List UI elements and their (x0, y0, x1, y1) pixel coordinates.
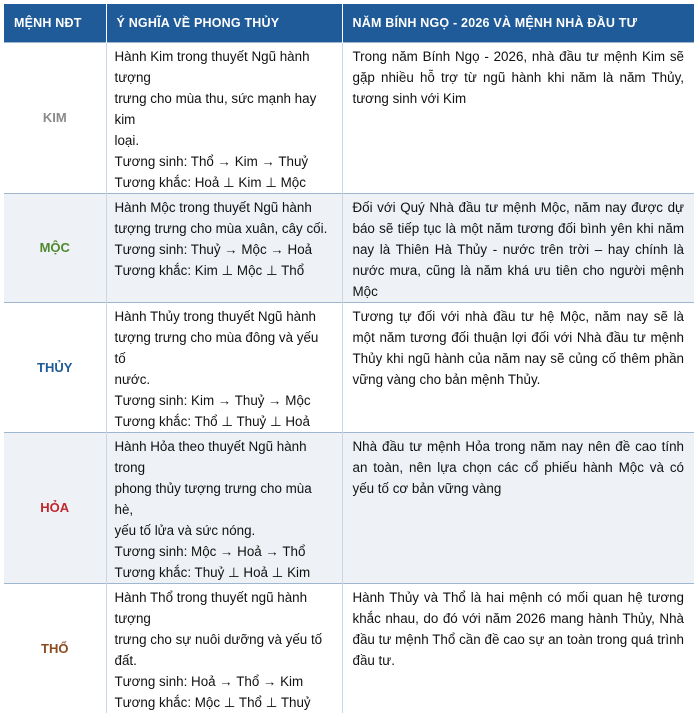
desc-line: Hành Thủy trong thuyết Ngũ hành (114, 308, 316, 324)
feng-shui-table (4, 4, 694, 713)
desc-line: Hành Mộc trong thuyết Ngũ hành (114, 199, 312, 215)
desc-line: loại. (114, 132, 140, 148)
element-desc-tho (106, 583, 342, 713)
desc-line: Tương khắc: Thổ ⊥ Thuỷ ⊥ Hoả (114, 413, 310, 429)
year-text-moc: Đối với Quý Nhà đầu tư mệnh Mộc, năm nay được dự báo sẽ tiếp tục là một năm tương đối bình yên khi năm nay là Thiên Hà Thủy - nước trên trời – hay chính là nước mưa, cũng là năm khá ưu tiên cho người mệnh Mộc (342, 193, 694, 302)
element-name-thuy: THỦY (4, 302, 106, 432)
desc-line: Tương sinh: Mộc → Hoả → Thổ (114, 543, 306, 559)
desc-line: tượng trưng cho mùa xuân, cây cối. (114, 220, 328, 236)
header-menh: MỆNH NĐT (14, 15, 82, 30)
desc-line: Tương khắc: Thuỷ ⊥ Hoả ⊥ Kim (114, 564, 311, 580)
element-desc-kim (106, 42, 342, 193)
desc-line: Tương khắc: Hoả ⊥ Kim ⊥ Mộc (114, 174, 306, 190)
desc-line: yếu tố lửa và sức nóng. (114, 522, 256, 538)
desc-line: Hành Hỏa theo thuyết Ngũ hành trong (114, 438, 307, 475)
header-nam: NĂM BÍNH NGỌ - 2026 VÀ MỆNH NHÀ ĐẦU TƯ (342, 4, 694, 42)
desc-line: Tương khắc: Kim ⊥ Mộc ⊥ Thổ (114, 262, 305, 278)
table-row-moc (4, 193, 694, 302)
desc-line: Hành Kim trong thuyết Ngũ hành tượng (114, 48, 310, 85)
desc-line: nước. (114, 371, 151, 387)
element-desc-hoa (106, 432, 342, 583)
desc-line: Tương khắc: Mộc ⊥ Thổ ⊥ Thuỷ (114, 694, 311, 710)
desc-line: Hành Thổ trong thuyết ngũ hành tượng (114, 589, 308, 626)
element-desc-thuy (106, 302, 342, 432)
desc-line: Tương sinh: Thuỷ → Mộc → Hoả (114, 241, 313, 257)
desc-line: phong thủy tượng trưng cho mùa hè, (114, 480, 312, 517)
year-text-kim: Trong năm Bính Ngọ - 2026, nhà đầu tư mệnh Kim sẽ gặp nhiều hỗ trợ từ ngũ hành khi năm là năm Thủy, tương sinh với Kim (342, 42, 694, 193)
table-row-hoa (4, 432, 694, 583)
year-text-tho: Hành Thủy và Thổ là hai mệnh có mối quan hệ tương khắc nhau, do đó với năm 2026 mang hành Thủy, Nhà đầu tư mệnh Thổ cần đề cao sự an toàn trong quá trình đầu tư. (342, 583, 694, 713)
desc-line: Tương sinh: Hoả → Thổ → Kim (114, 673, 304, 689)
feng-shui-table-container (4, 4, 694, 710)
table-row-tho (4, 583, 694, 713)
year-text-hoa: Nhà đầu tư mệnh Hỏa trong năm nay nên đề cao tính an toàn, nên lựa chọn các cổ phiếu hành Mộc và có yếu tố cơ bản vững vàng (342, 432, 694, 583)
element-desc-moc (106, 193, 342, 302)
desc-line: trưng cho sự nuôi dưỡng và yếu tố đất. (114, 631, 323, 668)
desc-line: tượng trưng cho mùa đông và yếu tố (114, 329, 319, 366)
table-row-kim (4, 42, 694, 193)
desc-line: Tương sinh: Thổ → Kim → Thuỷ (114, 153, 309, 169)
element-name-kim: KIM (4, 42, 106, 193)
element-name-hoa: HỎA (4, 432, 106, 583)
desc-line: trưng cho mùa thu, sức mạnh hay kim (114, 90, 317, 127)
header-y-nghia: Ý NGHĨA VỀ PHONG THỦY (106, 4, 342, 42)
year-text-thuy: Tương tự đối với nhà đầu tư hệ Mộc, năm nay sẽ là một năm tương đối thuận lợi đối với Nhà đầu tư mệnh Thủy khi ngũ hành của năm nay sẽ củng cố thêm phần vững vàng cho bản mệnh Thủy. (342, 302, 694, 432)
desc-line: Tương sinh: Kim → Thuỷ → Mộc (114, 392, 311, 408)
table-row-thuy (4, 302, 694, 432)
table-header-row (4, 4, 694, 42)
element-name-moc: MỘC (4, 193, 106, 302)
element-name-tho: THỔ (4, 583, 106, 713)
